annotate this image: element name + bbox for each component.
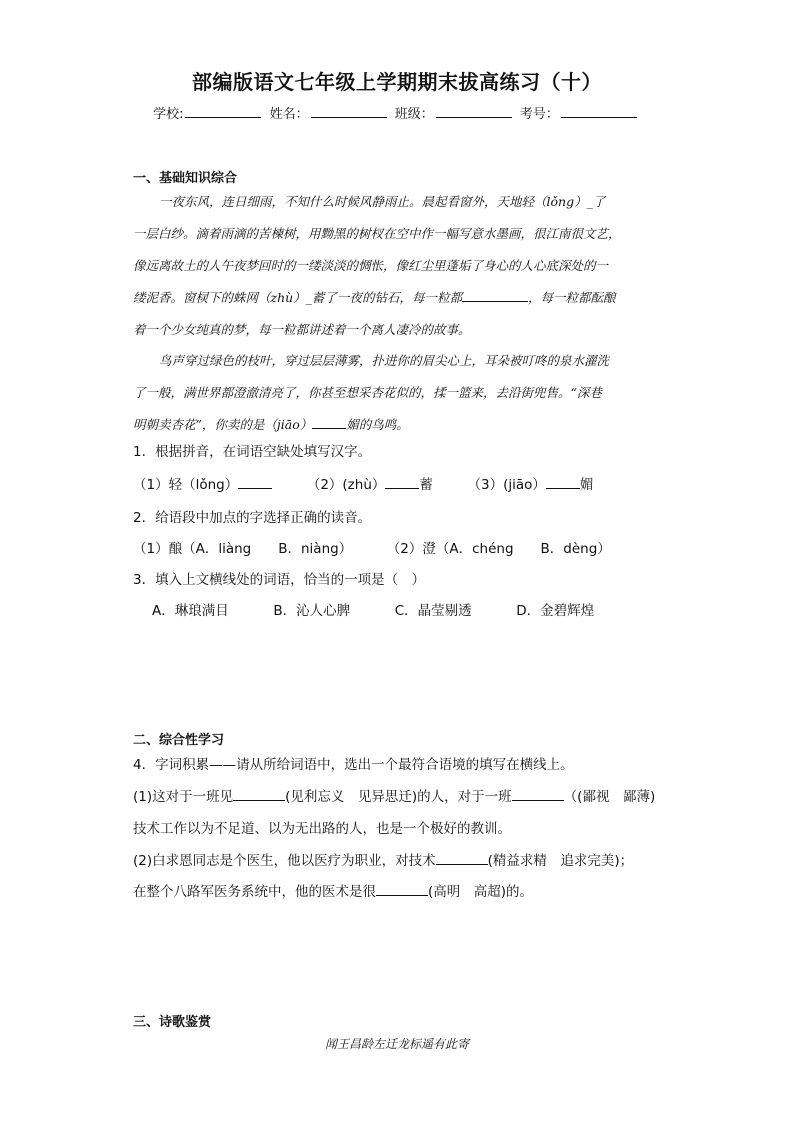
poem-title: 闻王昌龄左迁龙标遥有此寄 bbox=[324, 1037, 469, 1051]
question-3-stem: 3．填入上文横线处的词语，恰当的一项是（ ） bbox=[133, 572, 426, 588]
q1-item-3-tail: 媚 bbox=[579, 477, 594, 493]
question-4-stem: 4．字词积累——请从所给词语中，选出一个最符合语境的填写在横线上。 bbox=[133, 757, 574, 773]
reading-passage-2 bbox=[133, 345, 663, 441]
number-blank[interactable] bbox=[561, 105, 637, 118]
q1-item-3: （3）(jiāo） bbox=[467, 477, 546, 493]
section-3-heading: 三、诗歌鉴赏 bbox=[133, 1015, 212, 1030]
class-label: 班级： bbox=[394, 107, 434, 122]
name-blank[interactable] bbox=[311, 105, 387, 118]
question-3-options bbox=[152, 599, 594, 619]
school-blank[interactable] bbox=[185, 105, 261, 118]
q3-option-a[interactable]: A．琳琅满目 bbox=[152, 603, 229, 619]
q3-option-d[interactable]: D．金碧辉煌 bbox=[516, 603, 595, 619]
passage-1-line-1: 一夜东风，连日细雨，不知什么时候风静雨止。晨起看窗外，天地轻（lǒng）_了 bbox=[159, 194, 606, 209]
question-2-items bbox=[133, 537, 611, 557]
school-label: 学校: bbox=[153, 107, 184, 122]
question-1-items bbox=[133, 473, 593, 493]
q1-blank-1[interactable] bbox=[238, 476, 272, 489]
class-blank[interactable] bbox=[436, 105, 512, 118]
question-2-stem: 2．给语段中加点的字选择正确的读音。 bbox=[133, 510, 372, 526]
passage-2-line-2: 了一般，满世界都澄澈清亮了，你甚至想采杏花似的，揉一篮来，去沿街兜售。“深巷 bbox=[133, 385, 602, 400]
q4-blank-1[interactable] bbox=[233, 788, 285, 801]
q3-option-b[interactable]: B．沁人心脾 bbox=[273, 603, 351, 619]
q1-item-2-tail: 蓄 bbox=[419, 477, 433, 493]
passage-1-line-5: 着一个少女纯真的梦，每一粒都讲述着一个离人凄冷的故事。 bbox=[133, 322, 471, 337]
q4-blank-2[interactable] bbox=[512, 788, 564, 801]
q1-blank-2[interactable] bbox=[385, 476, 419, 489]
question-4-line-1: (1)这对于一班见 (见利忘义 见异思迁)的人，对于一班 （(鄙视 鄙薄) bbox=[133, 789, 656, 805]
passage-2-line-3: 明朝卖杏花”，你卖的是（jiāo） 媚的鸟鸣。 bbox=[133, 417, 409, 432]
student-info-line bbox=[0, 103, 794, 122]
section-2-heading: 二、综合性学习 bbox=[133, 733, 225, 748]
passage-2-line-1: 鸟声穿过绿色的枝叶，穿过层层薄雾，扑进你的眉尖心上，耳朵被叮咚的泉水濯洗 bbox=[159, 353, 610, 368]
number-label: 考号： bbox=[519, 107, 559, 122]
q4-blank-4[interactable] bbox=[376, 883, 428, 896]
jiao-blank[interactable] bbox=[312, 416, 346, 429]
passage-1-line-3: 像远离故土的人午夜梦回时的一缕淡淡的惆怅，像红尘里蓬垢了身心的人心底深处的一 bbox=[133, 258, 609, 273]
q2-item-1[interactable]: （1）酿（A．liàng B．niàng） bbox=[133, 541, 353, 557]
passage-1-line-2: 一层白纱。滴着雨滴的苦楝树，用黝黑的树杈在空中作一幅写意水墨画，很江南很文艺， bbox=[133, 226, 621, 241]
question-4-line-3: (2)白求恩同志是个医生，他以医疗为职业，对技术 (精益求精 追求完美)； bbox=[133, 853, 634, 869]
passage-1-line-4: 缕泥香。窗棂下的蛛网（zhù）_蓄了一夜的钻石，每一粒都 ，每一粒都酝酿 bbox=[133, 290, 616, 305]
name-label: 姓名： bbox=[269, 107, 309, 122]
q1-item-1: （1）轻（lǒng） bbox=[133, 477, 239, 493]
passage-answer-blank[interactable] bbox=[462, 289, 528, 302]
question-1-stem: 1．根据拼音，在词语空缺处填写汉字。 bbox=[133, 444, 372, 460]
q1-blank-3[interactable] bbox=[546, 476, 580, 489]
q3-option-c[interactable]: C．晶莹剔透 bbox=[394, 603, 472, 619]
question-4-line-4: 在整个八路军医务系统中，他的医术是很 (高明 高超)的。 bbox=[133, 884, 534, 900]
section-1-heading: 一、基础知识综合 bbox=[133, 171, 238, 186]
q4-blank-3[interactable] bbox=[436, 852, 488, 865]
q2-item-2[interactable]: （2）澄（A．chéng B．dèng） bbox=[386, 541, 611, 557]
reading-passage-1 bbox=[133, 186, 663, 346]
q1-item-2: （2）(zhù） bbox=[306, 477, 386, 493]
question-4-line-2: 技术工作以为不足道、以为无出路的人，也是一个极好的教训。 bbox=[133, 821, 511, 837]
page-title: 部编版语文七年级上学期期末拔高练习（十） bbox=[192, 70, 602, 94]
